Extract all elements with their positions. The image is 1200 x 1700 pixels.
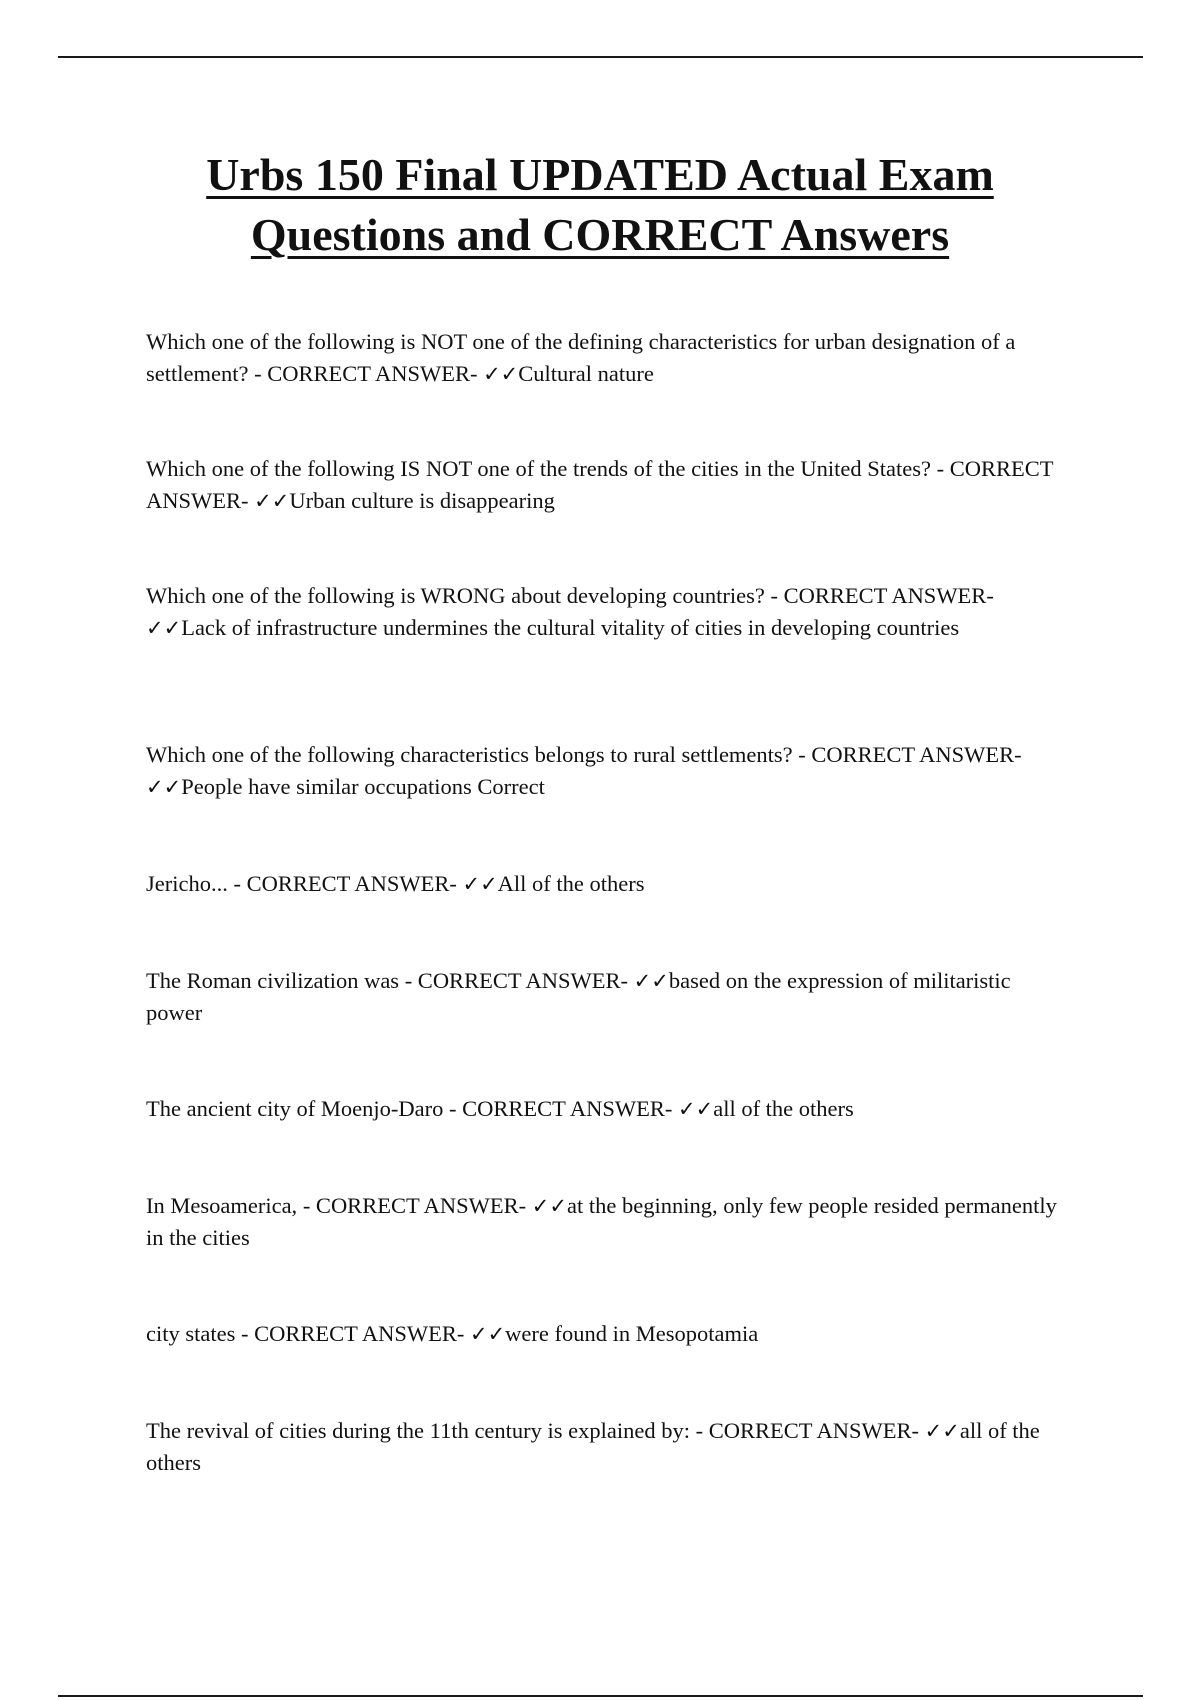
title-line-2: Questions and CORRECT Answers	[250, 209, 950, 260]
check-icon: ✓✓	[924, 1419, 960, 1443]
answer-text: based on the expression of militaristic power	[146, 968, 1011, 1025]
answer-text: Urban culture is disappearing	[289, 488, 555, 513]
qa-item	[146, 580, 1066, 644]
check-icon: ✓✓	[462, 872, 498, 896]
answer-marker: - CORRECT ANSWER-	[404, 968, 634, 993]
question-text: Which one of the following characteristics belongs to rural settlements?	[146, 742, 799, 767]
check-icon: ✓✓	[254, 489, 290, 513]
answer-text: People have similar occupations Correct	[181, 774, 545, 799]
check-icon: ✓✓	[146, 775, 182, 799]
answer-text: were found in Mesopotamia	[505, 1321, 759, 1346]
question-text: In Mesoamerica,	[146, 1193, 303, 1218]
answer-text: Lack of infrastructure undermines the cultural vitality of cities in developing countries	[181, 615, 960, 640]
qa-item	[146, 1093, 1066, 1125]
check-icon: ✓✓	[469, 1322, 506, 1346]
question-text: The revival of cities during the 11th century is explained by:	[146, 1418, 696, 1443]
answer-marker: - CORRECT ANSWER-	[695, 1418, 925, 1443]
answer-text: all of the others	[713, 1096, 854, 1121]
qa-item	[146, 965, 1066, 1029]
answer-text: all of the others	[146, 1418, 1040, 1475]
check-icon: ✓✓	[483, 362, 519, 386]
question-text: The Roman civilization was	[146, 968, 405, 993]
question-text: Jericho...	[146, 871, 234, 896]
check-icon: ✓✓	[146, 616, 182, 640]
answer-marker: - CORRECT ANSWER-	[240, 1321, 470, 1346]
answer-marker: - CORRECT ANSWER-	[233, 871, 463, 896]
answer-marker: - CORRECT ANSWER-	[146, 456, 1054, 513]
answer-text: All of the others	[497, 871, 645, 896]
qa-item	[146, 868, 1066, 900]
qa-item	[146, 1318, 1066, 1350]
qa-item	[146, 326, 1066, 390]
answer-marker: - CORRECT ANSWER-	[798, 742, 1022, 767]
answer-marker: - CORRECT ANSWER-	[302, 1193, 532, 1218]
bottom-rule	[58, 1695, 1143, 1697]
answer-marker: - CORRECT ANSWER-	[449, 1096, 678, 1121]
qa-item	[146, 1415, 1066, 1479]
qa-item	[146, 453, 1066, 517]
question-text: Which one of the following is WRONG about developing countries?	[146, 583, 771, 608]
question-text: The ancient city of Moenjo-Daro	[146, 1096, 450, 1121]
question-text: Which one of the following is NOT one of the defining characteristics for urban designation of a settlement?	[146, 329, 1016, 386]
answer-text: Cultural nature	[518, 361, 654, 386]
question-text: Which one of the following IS NOT one of the trends of the cities in the United States?	[146, 456, 937, 481]
answer-marker: - CORRECT ANSWER-	[254, 361, 484, 386]
answer-marker: - CORRECT ANSWER-	[770, 583, 994, 608]
question-text: city states	[146, 1321, 241, 1346]
title-line-1: Urbs 150 Final UPDATED Actual Exam	[206, 149, 994, 200]
qa-item	[146, 1190, 1066, 1254]
qa-item	[146, 739, 1066, 803]
check-icon: ✓✓	[633, 969, 669, 993]
check-icon: ✓✓	[678, 1097, 714, 1121]
answer-text: at the beginning, only few people resided permanently in the cities	[146, 1193, 1057, 1250]
check-icon: ✓✓	[531, 1194, 567, 1218]
